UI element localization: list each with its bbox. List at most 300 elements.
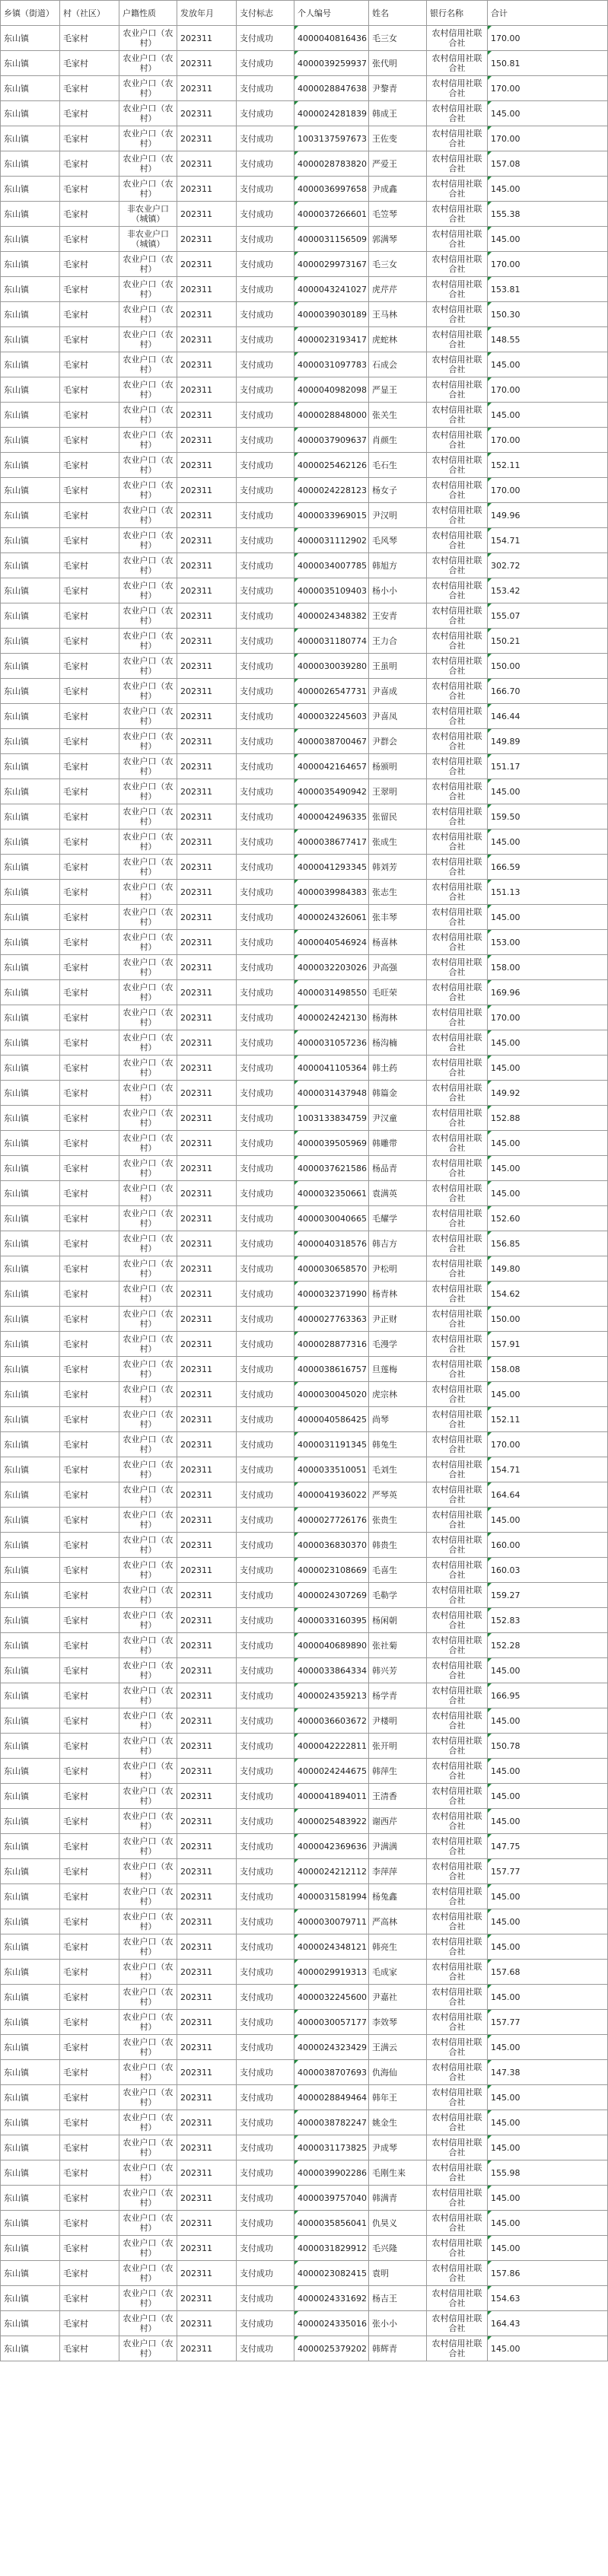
cell-township: 东山镇 xyxy=(1,2160,60,2186)
table-row xyxy=(1,1357,608,1382)
cell-township: 东山镇 xyxy=(1,2211,60,2236)
cell-issue-month: 202311 xyxy=(177,980,237,1005)
cell-household-type: 农业户口（农村） xyxy=(119,2311,177,2336)
cell-total: 145.00 xyxy=(488,1934,608,1960)
cell-payment-flag: 支付成功 xyxy=(237,2211,294,2236)
cell-name: 张志生 xyxy=(369,880,427,905)
cell-village: 毛家村 xyxy=(60,151,119,177)
table-row xyxy=(1,1633,608,1658)
cell-total: 149.96 xyxy=(488,503,608,528)
cell-personal-id: 4000034007785 xyxy=(294,553,369,578)
cell-total: 154.71 xyxy=(488,1457,608,1482)
col-header-household-type: 户籍性质 xyxy=(119,1,177,26)
cell-bank: 农村信用社联合社 xyxy=(427,1658,488,1683)
cell-personal-id: 4000037621586 xyxy=(294,1156,369,1181)
cell-household-type: 农业户口（农村） xyxy=(119,2085,177,2110)
cell-village: 毛家村 xyxy=(60,2311,119,2336)
cell-issue-month: 202311 xyxy=(177,26,237,51)
cell-total: 145.00 xyxy=(488,1708,608,1734)
cell-household-type: 农业户口（农村） xyxy=(119,1934,177,1960)
cell-issue-month: 202311 xyxy=(177,428,237,453)
cell-total: 170.00 xyxy=(488,428,608,453)
cell-bank: 农村信用社联合社 xyxy=(427,51,488,76)
cell-name: 韩吉方 xyxy=(369,1231,427,1256)
cell-bank: 农村信用社联合社 xyxy=(427,1583,488,1608)
table-row xyxy=(1,578,608,603)
cell-personal-id: 4000032350661 xyxy=(294,1181,369,1206)
cell-bank: 农村信用社联合社 xyxy=(427,277,488,302)
cell-issue-month: 202311 xyxy=(177,1734,237,1759)
cell-personal-id: 4000032245600 xyxy=(294,1985,369,2010)
cell-issue-month: 202311 xyxy=(177,1809,237,1834)
cell-name: 杨学青 xyxy=(369,1683,427,1708)
table-row xyxy=(1,1256,608,1282)
cell-township: 东山镇 xyxy=(1,1533,60,1558)
cell-issue-month: 202311 xyxy=(177,1081,237,1106)
cell-personal-id: 4000026547731 xyxy=(294,679,369,704)
cell-issue-month: 202311 xyxy=(177,1985,237,2010)
table-row xyxy=(1,779,608,804)
cell-bank: 农村信用社联合社 xyxy=(427,629,488,654)
cell-bank: 农村信用社联合社 xyxy=(427,1332,488,1357)
cell-village: 毛家村 xyxy=(60,1181,119,1206)
cell-township: 东山镇 xyxy=(1,1382,60,1407)
cell-bank: 农村信用社联合社 xyxy=(427,1482,488,1508)
cell-name: 尹高强 xyxy=(369,955,427,980)
table-row xyxy=(1,553,608,578)
cell-name: 谢西芹 xyxy=(369,1809,427,1834)
cell-name: 毛旺荣 xyxy=(369,980,427,1005)
cell-total: 146.44 xyxy=(488,704,608,729)
cell-issue-month: 202311 xyxy=(177,302,237,327)
table-row xyxy=(1,202,608,227)
cell-payment-flag: 支付成功 xyxy=(237,1256,294,1282)
cell-total: 145.00 xyxy=(488,2236,608,2261)
cell-bank: 农村信用社联合社 xyxy=(427,2311,488,2336)
cell-village: 毛家村 xyxy=(60,1156,119,1181)
cell-household-type: 农业户口（农村） xyxy=(119,1332,177,1357)
cell-issue-month: 202311 xyxy=(177,1960,237,1985)
cell-payment-flag: 支付成功 xyxy=(237,1206,294,1231)
cell-township: 东山镇 xyxy=(1,1056,60,1081)
cell-household-type: 农业户口（农村） xyxy=(119,2286,177,2311)
cell-bank: 农村信用社联合社 xyxy=(427,1357,488,1382)
table-row xyxy=(1,302,608,327)
cell-household-type: 农业户口（农村） xyxy=(119,277,177,302)
cell-total: 145.00 xyxy=(488,2336,608,2361)
cell-issue-month: 202311 xyxy=(177,1432,237,1457)
cell-village: 毛家村 xyxy=(60,679,119,704)
cell-personal-id: 4000028877316 xyxy=(294,1332,369,1357)
cell-household-type: 农业户口（农村） xyxy=(119,26,177,51)
cell-payment-flag: 支付成功 xyxy=(237,880,294,905)
cell-total: 145.00 xyxy=(488,1759,608,1784)
cell-bank: 农村信用社联合社 xyxy=(427,1307,488,1332)
cell-name: 毛三女 xyxy=(369,26,427,51)
cell-household-type: 农业户口（农村） xyxy=(119,578,177,603)
table-row xyxy=(1,754,608,779)
cell-township: 东山镇 xyxy=(1,1005,60,1030)
cell-township: 东山镇 xyxy=(1,1759,60,1784)
cell-payment-flag: 支付成功 xyxy=(237,629,294,654)
cell-household-type: 农业户口（农村） xyxy=(119,1834,177,1859)
cell-bank: 农村信用社联合社 xyxy=(427,2261,488,2286)
cell-total: 145.00 xyxy=(488,227,608,252)
cell-total: 145.00 xyxy=(488,2186,608,2211)
cell-household-type: 农业户口（农村） xyxy=(119,1809,177,1834)
cell-total: 152.11 xyxy=(488,1407,608,1432)
cell-household-type: 农业户口（农村） xyxy=(119,2110,177,2135)
cell-total: 145.00 xyxy=(488,1985,608,2010)
table-row xyxy=(1,1859,608,1884)
cell-bank: 农村信用社联合社 xyxy=(427,1382,488,1407)
cell-bank: 农村信用社联合社 xyxy=(427,578,488,603)
table-row xyxy=(1,880,608,905)
cell-name: 李效琴 xyxy=(369,2010,427,2035)
table-row xyxy=(1,2286,608,2311)
cell-total: 145.00 xyxy=(488,1181,608,1206)
cell-issue-month: 202311 xyxy=(177,2261,237,2286)
cell-total: 149.80 xyxy=(488,1256,608,1282)
cell-personal-id: 4000036603672 xyxy=(294,1708,369,1734)
cell-household-type: 农业户口（农村） xyxy=(119,1307,177,1332)
table-row xyxy=(1,1683,608,1708)
table-row xyxy=(1,1332,608,1357)
cell-name: 杨喜林 xyxy=(369,930,427,955)
cell-issue-month: 202311 xyxy=(177,2311,237,2336)
cell-village: 毛家村 xyxy=(60,2261,119,2286)
cell-personal-id: 4000037909637 xyxy=(294,428,369,453)
table-row xyxy=(1,51,608,76)
cell-village: 毛家村 xyxy=(60,2010,119,2035)
cell-village: 毛家村 xyxy=(60,2060,119,2085)
header-row xyxy=(1,1,608,26)
cell-township: 东山镇 xyxy=(1,51,60,76)
cell-personal-id: 4000024307269 xyxy=(294,1583,369,1608)
cell-total: 170.00 xyxy=(488,1432,608,1457)
cell-bank: 农村信用社联合社 xyxy=(427,2110,488,2135)
cell-township: 东山镇 xyxy=(1,202,60,227)
cell-township: 东山镇 xyxy=(1,779,60,804)
table-row xyxy=(1,1457,608,1482)
cell-total: 150.30 xyxy=(488,302,608,327)
cell-personal-id: 4000039259937 xyxy=(294,51,369,76)
table-row xyxy=(1,1407,608,1432)
cell-name: 尹成琴 xyxy=(369,2135,427,2160)
cell-name: 杨品青 xyxy=(369,1156,427,1181)
cell-bank: 农村信用社联合社 xyxy=(427,905,488,930)
cell-township: 东山镇 xyxy=(1,1583,60,1608)
cell-township: 东山镇 xyxy=(1,302,60,327)
cell-name: 毛兴隆 xyxy=(369,2236,427,2261)
cell-household-type: 农业户口（农村） xyxy=(119,2336,177,2361)
cell-payment-flag: 支付成功 xyxy=(237,553,294,578)
cell-bank: 农村信用社联合社 xyxy=(427,1030,488,1056)
cell-total: 154.63 xyxy=(488,2286,608,2311)
cell-payment-flag: 支付成功 xyxy=(237,1005,294,1030)
cell-issue-month: 202311 xyxy=(177,51,237,76)
cell-issue-month: 202311 xyxy=(177,1282,237,1307)
table-row xyxy=(1,2236,608,2261)
cell-bank: 农村信用社联合社 xyxy=(427,930,488,955)
cell-personal-id: 4000041936022 xyxy=(294,1482,369,1508)
cell-bank: 农村信用社联合社 xyxy=(427,1533,488,1558)
table-row xyxy=(1,804,608,829)
cell-personal-id: 4000031180774 xyxy=(294,629,369,654)
cell-personal-id: 4000040318576 xyxy=(294,1231,369,1256)
table-row xyxy=(1,2160,608,2186)
cell-name: 袁满英 xyxy=(369,1181,427,1206)
cell-total: 152.11 xyxy=(488,453,608,478)
cell-household-type: 非农业户口（城镇） xyxy=(119,202,177,227)
cell-payment-flag: 支付成功 xyxy=(237,2060,294,2085)
cell-payment-flag: 支付成功 xyxy=(237,51,294,76)
cell-issue-month: 202311 xyxy=(177,930,237,955)
cell-total: 154.71 xyxy=(488,528,608,553)
cell-household-type: 农业户口（农村） xyxy=(119,1131,177,1156)
cell-personal-id: 1003133834759 xyxy=(294,1106,369,1131)
cell-issue-month: 202311 xyxy=(177,1407,237,1432)
cell-name: 毛耀学 xyxy=(369,1206,427,1231)
cell-household-type: 农业户口（农村） xyxy=(119,1508,177,1533)
cell-issue-month: 202311 xyxy=(177,1056,237,1081)
cell-name: 袁明 xyxy=(369,2261,427,2286)
cell-issue-month: 202311 xyxy=(177,202,237,227)
cell-village: 毛家村 xyxy=(60,51,119,76)
cell-issue-month: 202311 xyxy=(177,453,237,478)
table-row xyxy=(1,528,608,553)
cell-issue-month: 202311 xyxy=(177,629,237,654)
cell-township: 东山镇 xyxy=(1,1909,60,1934)
cell-name: 毛刚生来 xyxy=(369,2160,427,2186)
cell-personal-id: 4000042164657 xyxy=(294,754,369,779)
cell-total: 164.43 xyxy=(488,2311,608,2336)
cell-personal-id: 4000039902286 xyxy=(294,2160,369,2186)
cell-bank: 农村信用社联合社 xyxy=(427,1633,488,1658)
cell-bank: 农村信用社联合社 xyxy=(427,528,488,553)
cell-total: 145.00 xyxy=(488,1156,608,1181)
table-row xyxy=(1,1030,608,1056)
cell-issue-month: 202311 xyxy=(177,2135,237,2160)
cell-bank: 农村信用社联合社 xyxy=(427,1985,488,2010)
cell-issue-month: 202311 xyxy=(177,1382,237,1407)
cell-personal-id: 4000040689890 xyxy=(294,1633,369,1658)
cell-bank: 农村信用社联合社 xyxy=(427,855,488,880)
table-row xyxy=(1,453,608,478)
cell-household-type: 农业户口（农村） xyxy=(119,1156,177,1181)
cell-household-type: 农业户口（农村） xyxy=(119,553,177,578)
table-row xyxy=(1,478,608,503)
cell-personal-id: 4000028848000 xyxy=(294,403,369,428)
cell-township: 东山镇 xyxy=(1,1131,60,1156)
cell-bank: 农村信用社联合社 xyxy=(427,2135,488,2160)
cell-name: 韩兴芳 xyxy=(369,1658,427,1683)
cell-payment-flag: 支付成功 xyxy=(237,1231,294,1256)
cell-bank: 农村信用社联合社 xyxy=(427,1708,488,1734)
cell-village: 毛家村 xyxy=(60,905,119,930)
cell-total: 145.00 xyxy=(488,1884,608,1909)
cell-name: 尚琴 xyxy=(369,1407,427,1432)
cell-bank: 农村信用社联合社 xyxy=(427,2286,488,2311)
cell-village: 毛家村 xyxy=(60,2286,119,2311)
cell-bank: 农村信用社联合社 xyxy=(427,2336,488,2361)
cell-issue-month: 202311 xyxy=(177,1206,237,1231)
cell-payment-flag: 支付成功 xyxy=(237,1708,294,1734)
cell-name: 韩亮生 xyxy=(369,1934,427,1960)
cell-issue-month: 202311 xyxy=(177,1934,237,1960)
cell-issue-month: 202311 xyxy=(177,1307,237,1332)
cell-personal-id: 4000035109403 xyxy=(294,578,369,603)
cell-bank: 农村信用社联合社 xyxy=(427,1206,488,1231)
cell-personal-id: 4000035856041 xyxy=(294,2211,369,2236)
cell-bank: 农村信用社联合社 xyxy=(427,603,488,629)
cell-name: 王马林 xyxy=(369,302,427,327)
cell-name: 严高林 xyxy=(369,1909,427,1934)
cell-personal-id: 4000040586425 xyxy=(294,1407,369,1432)
cell-issue-month: 202311 xyxy=(177,829,237,855)
cell-bank: 农村信用社联合社 xyxy=(427,704,488,729)
table-row xyxy=(1,629,608,654)
cell-name: 韩辉青 xyxy=(369,2336,427,2361)
cell-issue-month: 202311 xyxy=(177,2010,237,2035)
table-row xyxy=(1,377,608,403)
cell-village: 毛家村 xyxy=(60,1407,119,1432)
cell-household-type: 农业户口（农村） xyxy=(119,1030,177,1056)
cell-household-type: 农业户口（农村） xyxy=(119,779,177,804)
table-row xyxy=(1,729,608,754)
cell-village: 毛家村 xyxy=(60,1909,119,1934)
cell-payment-flag: 支付成功 xyxy=(237,729,294,754)
table-row xyxy=(1,1005,608,1030)
cell-name: 张社菊 xyxy=(369,1633,427,1658)
cell-issue-month: 202311 xyxy=(177,1181,237,1206)
cell-issue-month: 202311 xyxy=(177,2060,237,2085)
cell-issue-month: 202311 xyxy=(177,679,237,704)
cell-township: 东山镇 xyxy=(1,1734,60,1759)
cell-issue-month: 202311 xyxy=(177,2236,237,2261)
cell-name: 尹满满 xyxy=(369,1834,427,1859)
cell-township: 东山镇 xyxy=(1,1307,60,1332)
cell-bank: 农村信用社联合社 xyxy=(427,151,488,177)
cell-issue-month: 202311 xyxy=(177,327,237,352)
cell-issue-month: 202311 xyxy=(177,478,237,503)
cell-township: 东山镇 xyxy=(1,1859,60,1884)
cell-township: 东山镇 xyxy=(1,528,60,553)
table-row xyxy=(1,151,608,177)
cell-name: 韩萍生 xyxy=(369,1759,427,1784)
table-row xyxy=(1,1282,608,1307)
cell-total: 166.95 xyxy=(488,1683,608,1708)
table-row xyxy=(1,855,608,880)
cell-issue-month: 202311 xyxy=(177,252,237,277)
cell-village: 毛家村 xyxy=(60,1583,119,1608)
cell-household-type: 农业户口（农村） xyxy=(119,76,177,101)
cell-village: 毛家村 xyxy=(60,2336,119,2361)
cell-township: 东山镇 xyxy=(1,2060,60,2085)
cell-personal-id: 4000041105364 xyxy=(294,1056,369,1081)
cell-household-type: 农业户口（农村） xyxy=(119,2261,177,2286)
cell-total: 157.68 xyxy=(488,1960,608,1985)
cell-name: 杨闲朝 xyxy=(369,1608,427,1633)
cell-total: 157.77 xyxy=(488,2010,608,2035)
cell-household-type: 农业户口（农村） xyxy=(119,1181,177,1206)
cell-total: 164.64 xyxy=(488,1482,608,1508)
cell-personal-id: 4000024331692 xyxy=(294,2286,369,2311)
cell-name: 韩土药 xyxy=(369,1056,427,1081)
cell-personal-id: 4000028847638 xyxy=(294,76,369,101)
cell-village: 毛家村 xyxy=(60,1282,119,1307)
cell-payment-flag: 支付成功 xyxy=(237,302,294,327)
cell-total: 152.60 xyxy=(488,1206,608,1231)
cell-village: 毛家村 xyxy=(60,478,119,503)
cell-issue-month: 202311 xyxy=(177,126,237,151)
cell-township: 东山镇 xyxy=(1,729,60,754)
cell-payment-flag: 支付成功 xyxy=(237,603,294,629)
cell-personal-id: 4000030040665 xyxy=(294,1206,369,1231)
cell-total: 145.00 xyxy=(488,1030,608,1056)
cell-issue-month: 202311 xyxy=(177,2160,237,2186)
cell-payment-flag: 支付成功 xyxy=(237,352,294,377)
table-row xyxy=(1,1533,608,1558)
table-row xyxy=(1,1884,608,1909)
table-row xyxy=(1,227,608,252)
cell-household-type: 农业户口（农村） xyxy=(119,2160,177,2186)
cell-household-type: 农业户口（农村） xyxy=(119,151,177,177)
cell-payment-flag: 支付成功 xyxy=(237,2110,294,2135)
cell-bank: 农村信用社联合社 xyxy=(427,428,488,453)
cell-total: 155.98 xyxy=(488,2160,608,2186)
cell-payment-flag: 支付成功 xyxy=(237,151,294,177)
cell-bank: 农村信用社联合社 xyxy=(427,804,488,829)
cell-bank: 农村信用社联合社 xyxy=(427,1734,488,1759)
table-row xyxy=(1,428,608,453)
cell-bank: 农村信用社联合社 xyxy=(427,1005,488,1030)
cell-issue-month: 202311 xyxy=(177,905,237,930)
table-row xyxy=(1,1056,608,1081)
cell-village: 毛家村 xyxy=(60,779,119,804)
cell-household-type: 农业户口（农村） xyxy=(119,654,177,679)
cell-payment-flag: 支付成功 xyxy=(237,2010,294,2035)
cell-township: 东山镇 xyxy=(1,101,60,126)
cell-name: 尹楼明 xyxy=(369,1708,427,1734)
cell-household-type: 农业户口（农村） xyxy=(119,1884,177,1909)
cell-name: 尹汉童 xyxy=(369,1106,427,1131)
cell-personal-id: 4000031156509 xyxy=(294,227,369,252)
cell-township: 东山镇 xyxy=(1,2085,60,2110)
cell-name: 仇海仙 xyxy=(369,2060,427,2085)
cell-village: 毛家村 xyxy=(60,1005,119,1030)
cell-total: 145.00 xyxy=(488,2110,608,2135)
cell-total: 157.08 xyxy=(488,151,608,177)
cell-issue-month: 202311 xyxy=(177,1030,237,1056)
table-row xyxy=(1,252,608,277)
cell-household-type: 农业户口（农村） xyxy=(119,930,177,955)
cell-name: 李萍萍 xyxy=(369,1859,427,1884)
cell-township: 东山镇 xyxy=(1,1106,60,1131)
cell-village: 毛家村 xyxy=(60,1056,119,1081)
cell-total: 149.89 xyxy=(488,729,608,754)
cell-personal-id: 4000024323429 xyxy=(294,2035,369,2060)
cell-village: 毛家村 xyxy=(60,553,119,578)
cell-township: 东山镇 xyxy=(1,1508,60,1533)
cell-payment-flag: 支付成功 xyxy=(237,2035,294,2060)
cell-village: 毛家村 xyxy=(60,2211,119,2236)
cell-name: 张丰琴 xyxy=(369,905,427,930)
cell-personal-id: 4000041894011 xyxy=(294,1784,369,1809)
table-row xyxy=(1,955,608,980)
table-row xyxy=(1,1482,608,1508)
cell-name: 严显王 xyxy=(369,377,427,403)
